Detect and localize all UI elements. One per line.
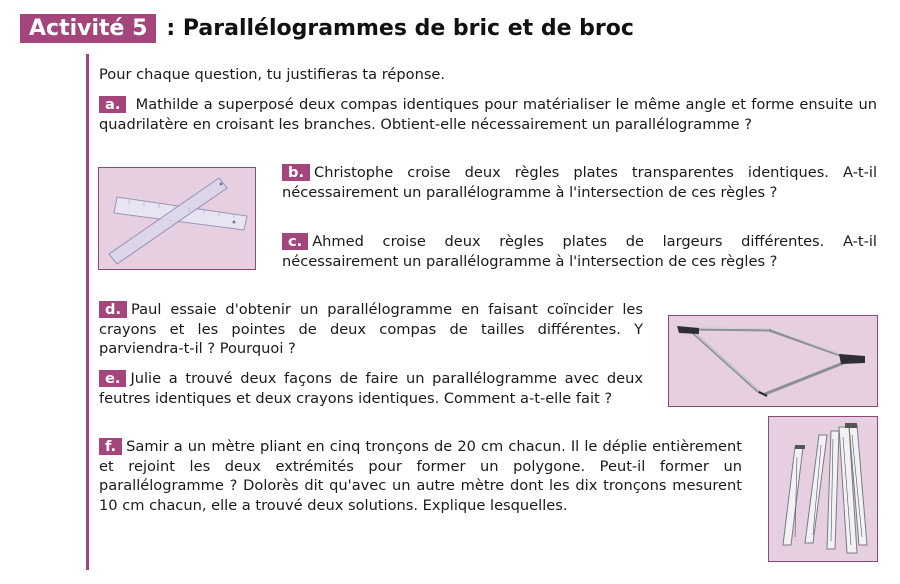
activity-badge: Activité 5	[20, 14, 156, 43]
activity-title: : Parallélogrammes de bric et de broc	[166, 15, 634, 41]
question-label: c.	[282, 233, 308, 250]
question-text: Samir a un mètre pliant en cinq tronçons de 20 cm chacun. Il le déplie entièrement et rejoint les deux extrémités pour former un polygone. Peut-il former un parallélogramme ? Dolorès dit qu'avec un autre mètre dont les dix tronçons mesurent 10 cm chacun, elle a trouvé deux solutions. Explique lesquelles.	[99, 438, 742, 514]
question-label: f.	[99, 438, 122, 455]
activity-header	[20, 13, 634, 43]
folding-meter-photo	[768, 416, 878, 562]
question-label: d.	[99, 301, 127, 318]
question-c	[282, 232, 877, 271]
question-d	[99, 300, 643, 359]
left-margin-rule	[86, 54, 89, 570]
crossed-rulers-photo	[98, 167, 256, 270]
question-text: Paul essaie d'obtenir un parallélogramme en faisant coïncider les crayons et les pointes de deux compas de tailles différentes. Y parviendra-t-il ? Pourquoi ?	[99, 301, 643, 358]
question-text: Ahmed croise deux règles plates de largeurs différentes. A-t-il nécessairement un parallélogramme à l'intersection de ces règles ?	[282, 233, 877, 270]
intro-text: Pour chaque question, tu justifieras ta réponse.	[99, 66, 446, 83]
question-a	[99, 95, 877, 134]
question-f	[99, 437, 742, 515]
two-compasses-photo	[668, 315, 878, 407]
question-e	[99, 369, 643, 408]
question-label: a.	[99, 96, 126, 113]
question-text: Mathilde a superposé deux compas identiques pour matérialiser le même angle et forme ensuite un quadrilatère en croisant les branches. Obtient-elle nécessairement un parallélogramme ?	[99, 96, 877, 133]
question-label: b.	[282, 164, 310, 181]
question-b	[282, 163, 877, 202]
question-text: Christophe croise deux règles plates transparentes identiques. A-t-il nécessairement un parallélogramme à l'intersection de ces règles ?	[282, 164, 877, 201]
question-label: e.	[99, 370, 126, 387]
question-text: Julie a trouvé deux façons de faire un parallélogramme avec deux feutres identiques et deux crayons identiques. Comment a-t-elle fait ?	[99, 370, 643, 407]
